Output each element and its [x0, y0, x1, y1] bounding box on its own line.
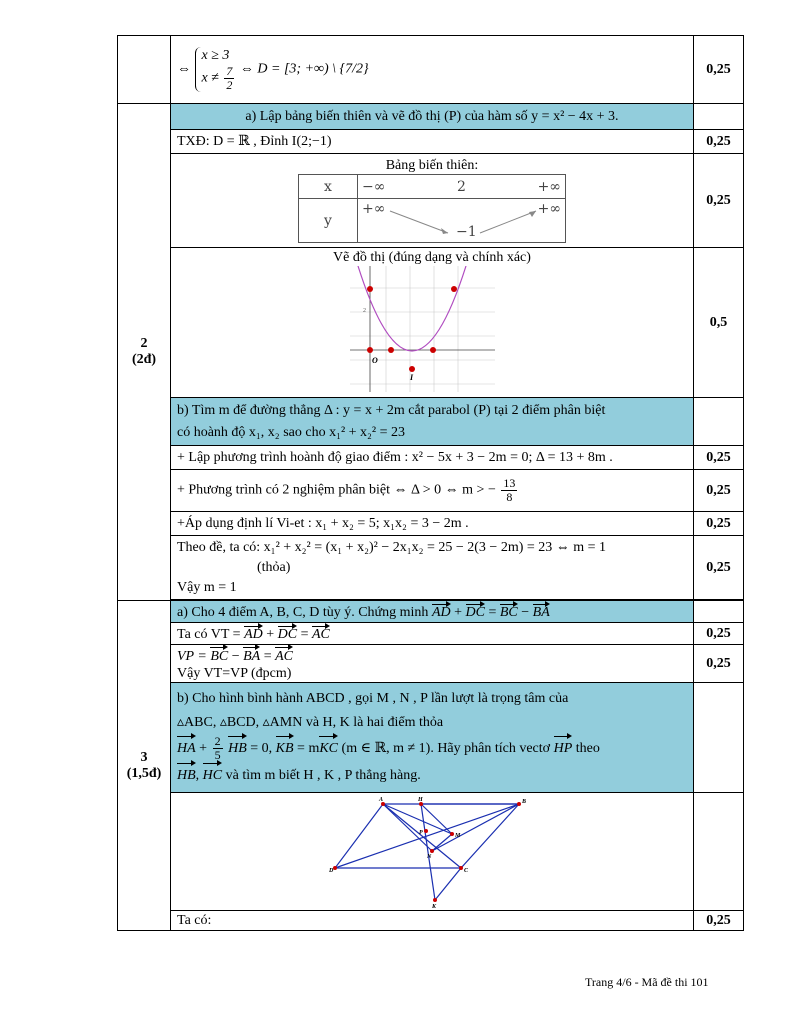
q3-a-title-row: 3 (1,5đ) a) Cho 4 điểm A, B, C, D tùy ý. Chứng minh AD + DC = BC − BA: [118, 601, 744, 623]
score: 0,25: [694, 36, 744, 104]
parallelogram-figure: [329, 796, 529, 908]
svg-text:K: K: [432, 903, 437, 908]
svg-text:B: B: [522, 798, 527, 805]
variation-table: x −∞ 2 +∞ y +∞ +∞ −1: [298, 174, 566, 243]
tick-2: 2: [363, 308, 366, 314]
q3-b-title-row: b) Cho hình bình hành ABCD , gọi M , N , P lần lượt là trọng tâm của ▵ABC, ▵BCD, ▵AMN và H, K là hai điểm thỏa HA + $\frac{2}{5}$ HB = 0, KB = mKC (m ∈ ℝ, m ≠ 1). Hãy phân tích vectơ HP theo HB, HC và tìm m biết H , K , P thẳng hàng.: [118, 683, 744, 793]
q2-step2-row: + Phương trình có 2 nghiệm phân biệt ⇔ Δ > 0 ⇔ m > − $\frac{13}{8}$ 0,25: [118, 470, 744, 512]
domain-system: ⇔ x ≥ 3 x ≠ $\frac{7}{2}$ ⇔ D = [3; +∞) \ {7/2}: [171, 36, 694, 104]
svg-text:C: C: [464, 867, 469, 874]
q3-label: 3 (1,5đ): [118, 601, 171, 931]
q2-label: 2 (2đ): [118, 104, 171, 601]
q2-step4-row: Theo đề, ta có: x₁² + x₂² = (x₁ + x₂)² − 2x₁x₂ = 25 − 2(3 − 2m) = 23 ⇔ m = 1 (thỏa) Vậy m = 1 0,25: [118, 536, 744, 600]
q2-step1-row: + Lập phương trình hoành độ giao điểm : x² − 5x + 3 − 2m = 0; Δ = 13 + 8m . 0,25: [118, 446, 744, 470]
answer-sheet: [117, 35, 730, 931]
arrows-svg: [358, 199, 568, 243]
domain-result: ⇔ D = [3; +∞) \ {7/2}: [239, 61, 369, 77]
parabola-curve: [358, 266, 466, 351]
q3-last-row: Ta có: 0,25: [118, 911, 744, 931]
q2-a-title: a) Lập bảng biến thiên và vẽ đồ thị (P) của hàm số y = x² − 4x + 3.: [171, 104, 694, 130]
point-origin: [367, 347, 373, 353]
origin-label: O: [372, 356, 378, 365]
point-vertex: [409, 366, 415, 372]
q2-graph-row: Vẽ đồ thị (đúng dạng và chính xác) 2 O I 0,5: [118, 248, 744, 398]
svg-text:N: N: [427, 853, 432, 860]
q2-a-title-row: [118, 104, 744, 130]
svg-text:A: A: [379, 796, 384, 803]
point-4-3: [451, 286, 457, 292]
vertex-label: I: [410, 373, 414, 382]
row-domain-result: [118, 36, 744, 104]
q2-step3-row: +Áp dụng định lí Vi-et : x₁ + x₂ = 5; x₁x₂ = 3 − 2m . 0,25: [118, 512, 744, 536]
point-0-3: [367, 286, 373, 292]
svg-text:H: H: [418, 796, 423, 803]
svg-text:D: D: [329, 867, 334, 874]
q2-b-title-row: b) Tìm m để đường thẳng Δ : y = x + 2m cắt parabol (P) tại 2 điểm phân biệt có hoành độ x₁, x₂ sao cho x₁² + x₂² = 23: [118, 398, 744, 446]
parabola-graph: [350, 266, 495, 392]
answer-table: [117, 35, 744, 931]
svg-text:M: M: [455, 832, 461, 839]
svg-text:P: P: [419, 829, 423, 836]
variation-arrows: +∞ +∞ −1: [358, 199, 566, 243]
q2-bbt-row: Bảng biến thiên: x −∞ 2 +∞ y +∞ +∞ −1 0,25: [118, 154, 744, 248]
point-1-0: [388, 347, 394, 353]
q2-txd-row: TXĐ: D = ℝ , Đỉnh I(2;−1) 0,25: [118, 130, 744, 154]
point-3-0: [430, 347, 436, 353]
arrow-up: [480, 211, 536, 233]
q3-a2-row: VP = BC − BA = AC Vậy VT=VP (đpcm) 0,25: [118, 645, 744, 683]
arrow-down: [390, 211, 448, 233]
q2-txd: TXĐ: D = ℝ , Đỉnh I(2;−1): [171, 130, 694, 154]
q3-a1-row: Ta có VT = AD + DC = AC 0,25: [118, 623, 744, 645]
bbt-title: Bảng biến thiên:: [385, 158, 479, 173]
page-footer: Trang 4/6 - Mã đề thi 101: [585, 975, 709, 989]
q3-figure-row: [118, 793, 744, 911]
